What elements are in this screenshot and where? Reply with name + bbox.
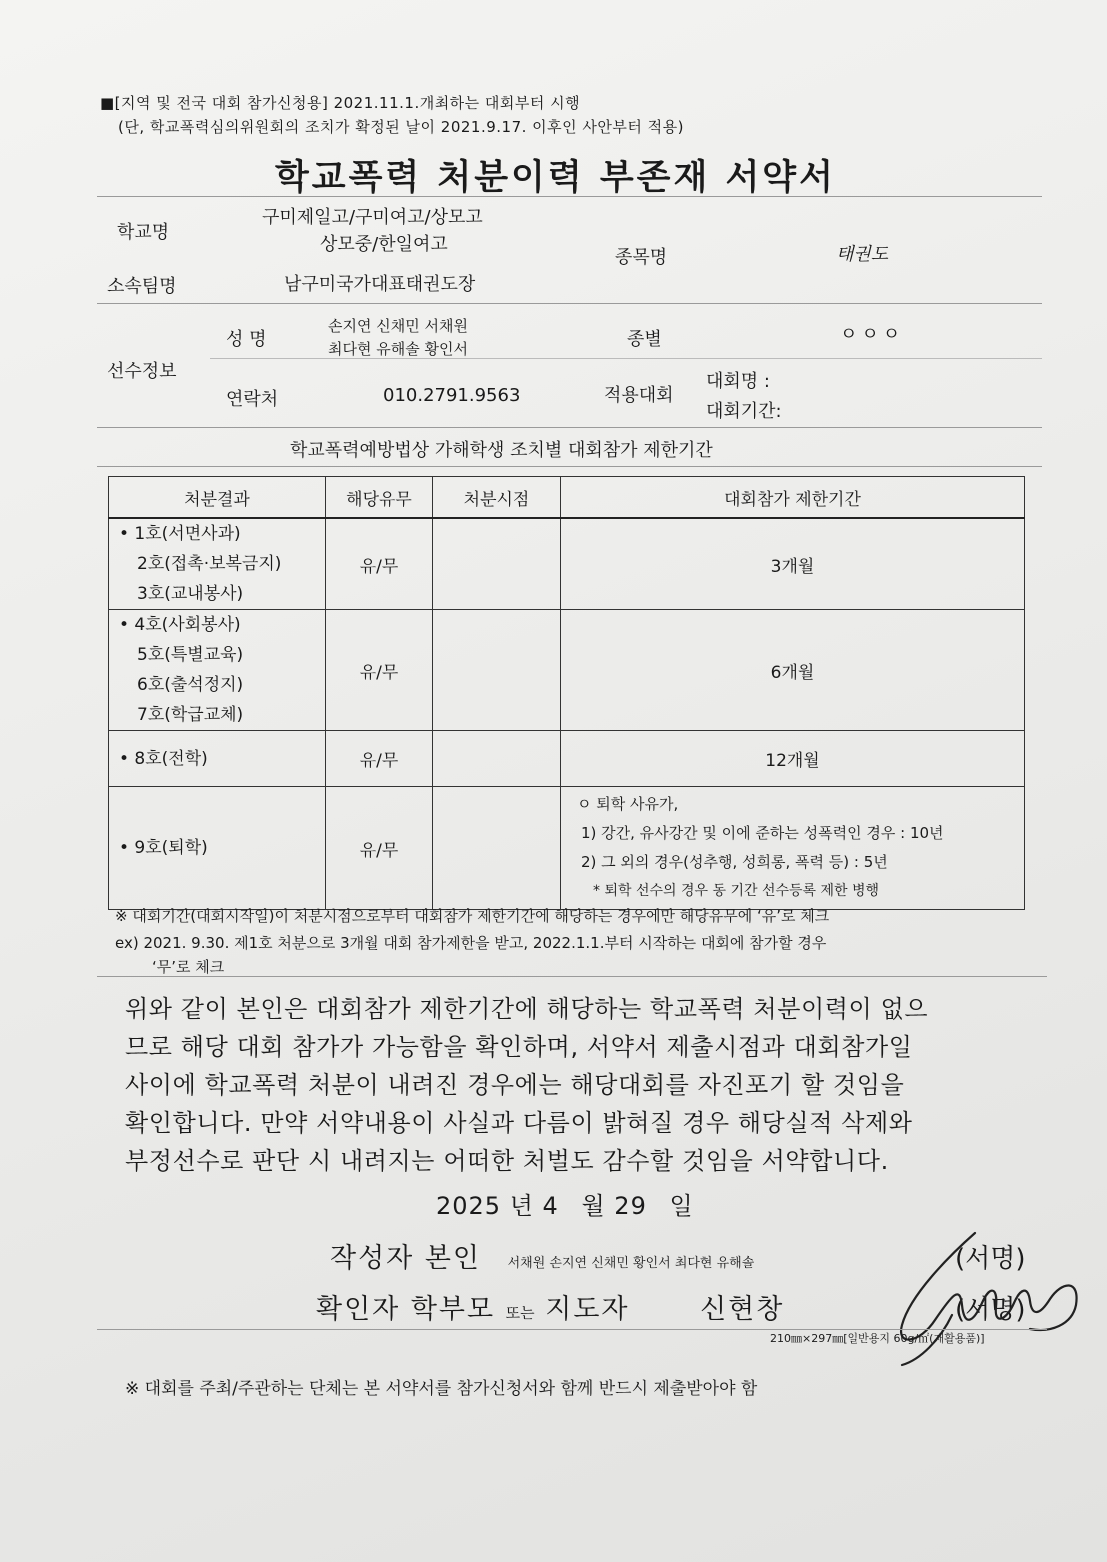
result-item: • 1호(서면사과) <box>119 524 241 544</box>
restriction-table <box>108 476 1025 910</box>
leader-name[interactable]: 신현창 <box>700 1294 785 1325</box>
competition-name-label: 대회명 : <box>706 371 770 392</box>
gender-value: ㅇㅇㅇ <box>840 324 905 345</box>
note-1: ※ 대회기간(대회시작일)이 처분시점으로부터 대회참가 제한기간에 해당하는 경우에만 해당유무에 ‘유’로 체크 <box>115 907 830 925</box>
note-2: ex) 2021. 9.30. 제1호 처분으로 3개월 대회 참가제한을 받고, 2022.1.1.부터 시작하는 대회에 참가할 경우 <box>115 934 827 952</box>
period-line: 1) 강간, 유사강간 및 이에 준하는 성폭력인 경우 : 10년 <box>581 824 944 842</box>
sign-mark-1[interactable]: (서명) <box>955 1244 1026 1274</box>
period-cell: 3개월 <box>561 518 1025 610</box>
divider <box>97 427 1042 428</box>
date-year[interactable]: 2025 <box>436 1192 502 1220</box>
date-day[interactable]: 29 <box>614 1192 647 1220</box>
school-value-1: 구미제일고/구미여고/상모고 <box>262 207 483 228</box>
result-item: 3호(교내봉사) <box>137 584 244 604</box>
period-line: 2) 그 외의 경우(성추행, 성희롱, 폭력 등) : 5년 <box>581 853 888 871</box>
time-cell[interactable] <box>433 610 561 731</box>
time-cell[interactable] <box>433 731 561 787</box>
writer-label: 작성자 본인 <box>330 1243 481 1274</box>
team-value: 남구미국가대표태권도장 <box>284 274 476 295</box>
applicable-cell[interactable]: 유/무 <box>326 610 433 731</box>
result-item: 2호(접촉·보복금지) <box>137 554 282 574</box>
result-cell <box>109 518 326 610</box>
table-header-row <box>109 477 1025 519</box>
school-value-2: 상모중/한일여고 <box>320 234 448 255</box>
table-row <box>109 518 1025 610</box>
event-value: 태권도 <box>836 244 889 265</box>
table-row <box>109 787 1025 910</box>
leader-label: 지도자 <box>545 1294 630 1325</box>
contact-value: 010.2791.9563 <box>383 385 521 406</box>
result-item: • 4호(사회봉사) <box>119 615 241 635</box>
divider <box>210 358 1042 359</box>
writer-line <box>330 1236 754 1275</box>
result-item: 7호(학급교체) <box>137 705 244 725</box>
date-year-label: 년 <box>509 1192 534 1220</box>
result-cell <box>109 731 326 787</box>
applicable-cell[interactable]: 유/무 <box>326 518 433 610</box>
team-label: 소속팀명 <box>107 276 177 297</box>
result-item: 5호(특별교육) <box>137 645 244 665</box>
header-line-2: (단, 학교폭력심의위원회의 조치가 확정된 날이 2021.9.17. 이후인 사안부터 적용) <box>118 118 684 136</box>
names-line-1: 손지연 신채민 서채원 <box>328 317 468 335</box>
col-header-result: 처분결과 <box>109 477 326 519</box>
result-item: • 8호(전학) <box>119 748 208 769</box>
pledge-line: 확인합니다. 만약 서약내용이 사실과 다름이 밝혀질 경우 해당실적 삭제와 <box>125 1109 913 1137</box>
date-line <box>436 1186 694 1221</box>
table-row <box>109 731 1025 787</box>
period-line: * 퇴학 선수의 경우 동 기간 선수등록 제한 병행 <box>593 883 880 899</box>
pledge-line: 위와 같이 본인은 대회참가 제한기간에 해당하는 학교폭력 처분이력이 없으 <box>125 995 929 1023</box>
school-label: 학교명 <box>117 222 170 243</box>
sign-mark-2[interactable]: (서명) <box>955 1295 1026 1325</box>
divider <box>97 303 1042 304</box>
pledge-line: 사이에 학교폭력 처분이 내려진 경우에는 해당대회를 자진포기 할 것임을 <box>125 1071 905 1099</box>
col-header-time: 처분시점 <box>433 477 561 519</box>
name-label: 성 명 <box>226 329 267 350</box>
document-title: 학교폭력 처분이력 부존재 서약서 <box>275 158 836 198</box>
date-month-label: 월 <box>581 1192 606 1220</box>
confirmer-line <box>316 1287 784 1326</box>
writer-names[interactable]: 서채원 손지연 신채민 황인서 최다현 유해솔 <box>507 1256 755 1271</box>
handwritten-signature <box>880 1225 1090 1370</box>
period-line: ㅇ 퇴학 사유가, <box>577 795 679 813</box>
date-month[interactable]: 4 <box>542 1192 559 1220</box>
period-cell: 6개월 <box>561 610 1025 731</box>
contact-label: 연락처 <box>226 389 279 410</box>
result-item: 6호(출석정지) <box>137 675 244 695</box>
date-day-label: 일 <box>669 1192 694 1220</box>
or-label: 또는 <box>505 1304 535 1322</box>
event-label: 종목명 <box>615 247 668 268</box>
result-item: • 9호(퇴학) <box>119 838 208 858</box>
period-cell: 12개월 <box>561 731 1025 787</box>
time-cell[interactable] <box>433 518 561 610</box>
gender-label: 종별 <box>627 329 662 350</box>
result-cell <box>109 787 326 910</box>
applicable-cell[interactable]: 유/무 <box>326 787 433 910</box>
section-title: 학교폭력예방법상 가해학생 조치별 대회참가 제한기간 <box>290 440 713 461</box>
names-line-2: 최다현 유해솔 황인서 <box>328 340 468 358</box>
divider <box>97 976 1047 977</box>
result-cell <box>109 610 326 731</box>
applicable-cell[interactable]: 유/무 <box>326 731 433 787</box>
footer-note: ※ 대회를 주최/주관하는 단체는 본 서약서를 참가신청서와 함께 반드시 제출받아야 함 <box>125 1379 758 1399</box>
col-header-period: 대회참가 제한기간 <box>561 477 1025 519</box>
divider <box>97 466 1042 467</box>
pledge-paragraph <box>125 990 928 1180</box>
col-header-applicable: 해당유무 <box>326 477 433 519</box>
pledge-line: 므로 해당 대회 참가가 가능함을 확인하며, 서약서 제출시점과 대회참가일 <box>125 1033 913 1061</box>
pledge-line: 부정선수로 판단 시 내려지는 어떠한 처벌도 감수할 것임을 서약합니다. <box>125 1147 889 1175</box>
table-row <box>109 610 1025 731</box>
time-cell[interactable] <box>433 787 561 910</box>
paper-spec: 210㎜×297㎜[일반용지 60g/㎡(재활용품)] <box>770 1332 985 1345</box>
player-info-label: 선수정보 <box>107 361 177 382</box>
period-cell <box>561 787 1025 910</box>
competition-period-label: 대회기간: <box>706 401 782 422</box>
header-line-1: ■[지역 및 전국 대회 참가신청용] 2021.11.1.개최하는 대회부터 시행 <box>100 94 581 112</box>
applied-competition-label: 적용대회 <box>604 385 674 406</box>
note-3: ‘무’로 체크 <box>152 958 225 976</box>
divider <box>97 196 1042 197</box>
confirmer-label: 확인자 학부모 <box>316 1294 496 1325</box>
